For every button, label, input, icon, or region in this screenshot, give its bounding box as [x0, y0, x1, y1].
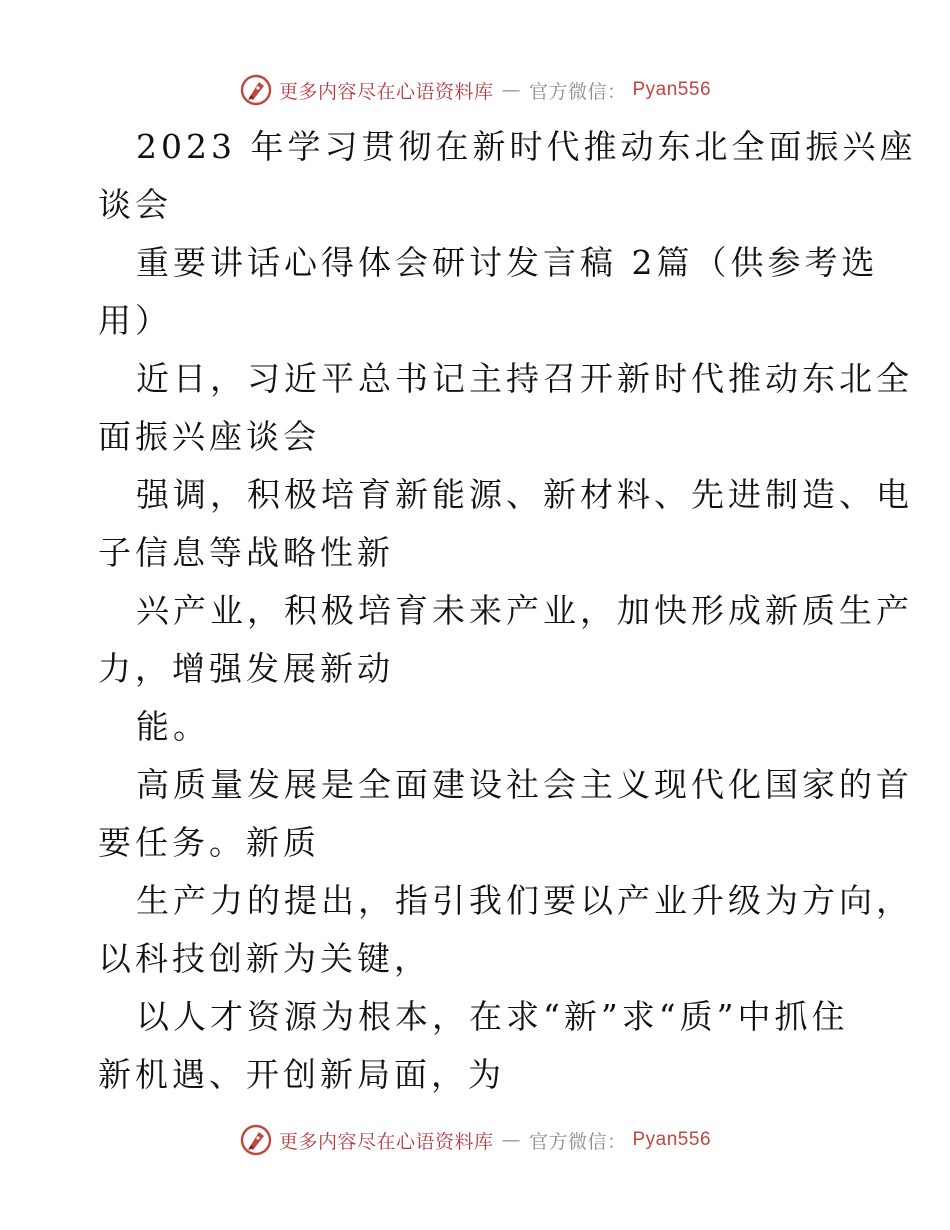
document-line: 兴产业，积极培育未来产业，加快形成新质生产	[136, 591, 913, 630]
footer-watermark-banner	[0, 1120, 950, 1160]
pen-nib-circle-icon	[239, 73, 273, 107]
document-line: 力，增强发展新动	[98, 649, 394, 688]
document-line: 以人才资源为根本，在求“新”求“质”中抓住	[136, 997, 849, 1036]
banner-official-label: 官方微信：	[528, 1130, 627, 1153]
banner-wechat-id: Pyan556	[632, 1129, 712, 1150]
banner-separator: —	[501, 79, 521, 101]
document-line: 用）	[98, 301, 172, 340]
banner-main-text: 更多内容尽在心语资料库	[278, 1130, 494, 1153]
document-line: 2023 年学习贯彻在新时代推动东北全面振兴座	[136, 127, 917, 166]
document-line: 谈会	[98, 185, 172, 224]
document-line: 以科技创新为关键，	[98, 939, 431, 978]
banner-separator: —	[501, 1129, 521, 1151]
document-line: 面振兴座谈会	[98, 417, 320, 456]
banner-official-label: 官方微信：	[528, 80, 627, 103]
document-line: 能。	[136, 707, 210, 746]
document-body	[98, 118, 917, 1104]
document-line: 子信息等战略性新	[98, 533, 394, 572]
pen-nib-circle-icon	[239, 1123, 273, 1157]
banner-main-text: 更多内容尽在心语资料库	[278, 80, 494, 103]
document-line: 新机遇、开创新局面，为	[98, 1055, 505, 1094]
document-line: 近日，习近平总书记主持召开新时代推动东北全	[136, 359, 913, 398]
document-line: 高质量发展是全面建设社会主义现代化国家的首	[136, 765, 913, 804]
header-watermark-banner	[0, 70, 950, 110]
document-line: 强调，积极培育新能源、新材料、先进制造、电	[136, 475, 913, 514]
document-line: 重要讲话心得体会研讨发言稿 2篇（供参考选	[136, 243, 879, 282]
banner-wechat-id: Pyan556	[632, 79, 712, 100]
document-line: 生产力的提出，指引我们要以产业升级为方向，	[136, 881, 913, 920]
document-line: 要任务。新质	[98, 823, 320, 862]
